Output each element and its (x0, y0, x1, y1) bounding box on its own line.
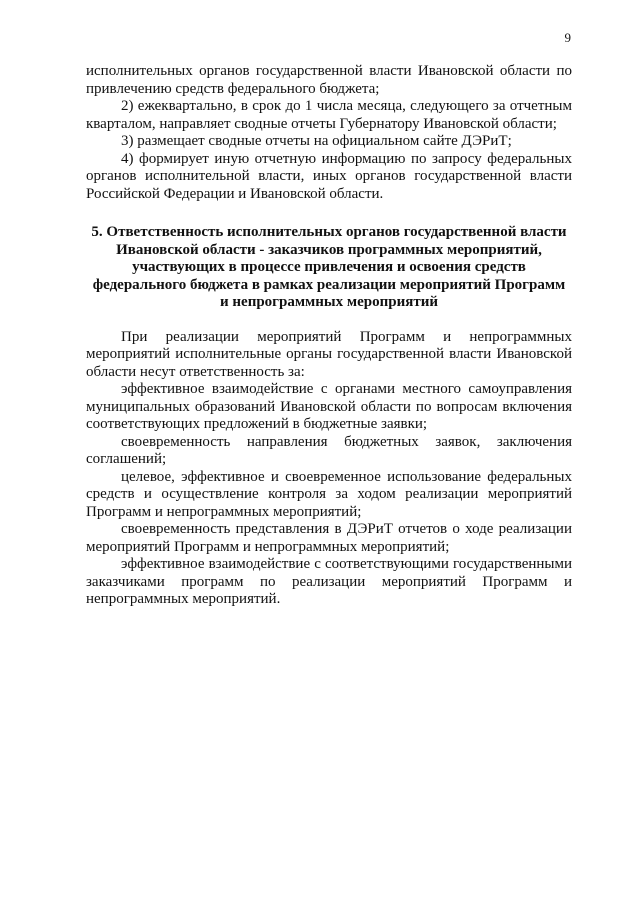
intro-paragraph: 3) размещает сводные отчеты на официальном сайте ДЭРиТ; (121, 133, 512, 149)
document-body (86, 63, 572, 609)
heading-line: участвующих в процессе привлечения и освоения средств (132, 259, 526, 275)
heading-line: и непрограммных мероприятий (220, 294, 438, 310)
intro-paragraph: 4) формирует иную отчетную информацию по запросу федеральных органов исполнительной власти, иных органов государственной власти Российской Федерации и Ивановской области. (86, 150, 572, 202)
responsibility-item: эффективное взаимодействие с органами местного самоуправления муниципальных образований Ивановской области по вопросам включения соответствующих предложений в бюджетные заявки; (86, 381, 572, 432)
section-heading (86, 224, 572, 312)
responsibility-item: своевременность направления бюджетных заявок, заключения соглашений; (86, 433, 572, 467)
heading-line: 5. Ответственность исполнительных органов государственной власти (91, 224, 567, 240)
responsibility-item: своевременность представления в ДЭРиТ отчетов о ходе реализации мероприятий Программ и непрограммных мероприятий; (86, 521, 572, 555)
section-paragraph: При реализации мероприятий Программ и непрограммных мероприятий исполнительные органы государственной власти Ивановской области несут ответственность за: (86, 328, 572, 380)
heading-line: Ивановской области - заказчиков программных мероприятий, (116, 241, 542, 258)
intro-paragraph: 2) ежеквартально, в срок до 1 числа месяца, следующего за отчетным кварталом, направляет сводные отчеты Губернатору Ивановской области; (86, 98, 572, 132)
responsibility-item: эффективное взаимодействие с соответствующими государственными заказчиками программ по реализации мероприятий Программ и непрограммных мероприятий. (86, 556, 572, 607)
responsibility-item: целевое, эффективное и своевременное использование федеральных средств и осуществление контроля за ходом реализации мероприятий Программ и непрограммных мероприятий; (86, 468, 572, 520)
page-number: 9 (564, 30, 571, 45)
intro-paragraph: исполнительных органов государственной власти Ивановской области по привлечению средств федерального бюджета; (86, 63, 572, 97)
heading-line: федерального бюджета в рамках реализации мероприятий Программ (92, 276, 566, 293)
